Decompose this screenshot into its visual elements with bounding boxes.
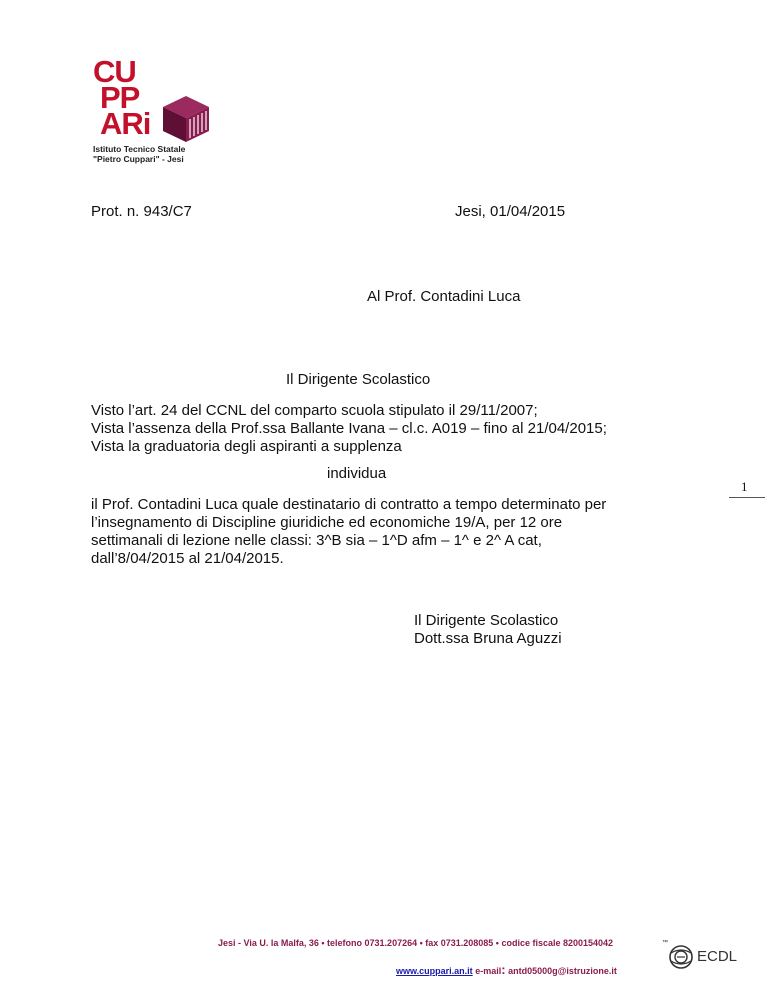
page-number-rule [729,497,765,498]
footer-contacts [396,962,617,977]
premise-line: Vista l’assenza della Prof.ssa Ballante Ivana – cl.c. A019 – fino al 21/04/2015; [91,420,607,437]
ecdl-logo [662,940,742,974]
logo-text-line2: PP [100,80,140,115]
issuer-title: Il Dirigente Scolastico [286,371,431,388]
verb-individua: individua [327,465,387,482]
logo-text-line1: CU [93,54,136,89]
body-line: settimanali di lezione nelle classi: 3^B sia – 1^D afm – 1^ e 2^ A cat, [91,532,542,549]
body-paragraph [91,496,606,568]
recipient: Al Prof. Contadini Luca [367,288,521,305]
body-line: il Prof. Contadini Luca quale destinatario di contratto a tempo determinato per [91,496,607,513]
email-address: antd05000g@istruzione.it [508,966,617,976]
institute-name-line1: Istituto Tecnico Statale [93,144,186,154]
premise-line: Visto l’art. 24 del CCNL del comparto scuola stipulato il 29/11/2007; [91,402,538,419]
logo-cube-icon [161,95,211,143]
signature-name: Dott.ssa Bruna Aguzzi [414,630,562,647]
ecdl-text: ECDL [697,948,738,965]
logo-text-line3: ARi [100,106,151,141]
signature-block [414,612,562,648]
premises-block [91,402,607,456]
protocol-number: Prot. n. 943/C7 [91,203,192,220]
page-number: 1 [741,479,748,494]
place-date: Jesi, 01/04/2015 [455,203,566,220]
website-link[interactable]: www.cuppari.an.it [396,966,473,976]
ecdl-trademark: ™ [662,940,668,946]
institute-name-line2: "Pietro Cuppari" - Jesi [93,154,184,164]
ecdl-globe-icon [668,944,694,970]
email-separator: : [501,962,506,977]
signature-title: Il Dirigente Scolastico [414,612,559,629]
premise-line: Vista la graduatoria degli aspiranti a supplenza [91,438,402,455]
school-logo [93,55,223,175]
email-label: e-mail [475,966,502,976]
body-line: dall’8/04/2015 al 21/04/2015. [91,550,284,567]
footer-address: Jesi - Via U. la Malfa, 36 • telefono 0731.207264 • fax 0731.208085 • codice fiscale 8200154042 [218,938,614,948]
body-line: l’insegnamento di Discipline giuridiche ed economiche 19/A, per 12 ore [91,514,563,531]
